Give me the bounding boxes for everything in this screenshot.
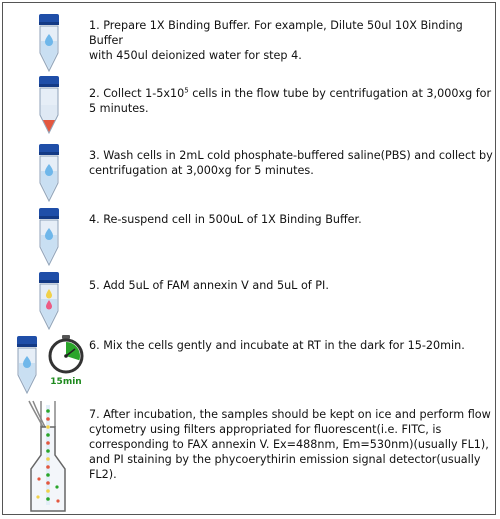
step-3-text: 3. Wash cells in 2mL cold phosphate-buffered saline(PBS) and collect by centrifugation at 3,000xg for 5 minutes. — [89, 149, 493, 177]
tube-with-drop-icon — [37, 13, 61, 73]
step-7-text: 7. After incubation, the samples should be kept on ice and perform flow cytometry using filters appropriated for fluorescent(i.e. FITC, is corresponding to FAX annexin V. Ex=488nm, Em=530nm)(usually FL1), and PI staining by the phycoerythirin emission signal detector(usually FL2). — [89, 408, 491, 481]
timer-label: 15min — [50, 377, 82, 387]
step-6-text: 6. Mix the cells gently and incubate at RT in the dark for 15-20min. — [89, 339, 465, 352]
step-5-text: 5. Add 5uL of FAM annexin V and 5uL of PI. — [89, 279, 329, 292]
tube-with-drop-icon — [15, 335, 39, 395]
step-2-text — [89, 86, 494, 116]
tube-with-drop-icon — [37, 207, 61, 267]
tube-with-colored-drops-icon — [37, 271, 61, 331]
step-2-text-end: cells in the flow tube by centrifugation at 3,000xg for 5 minutes. — [89, 87, 492, 115]
flow-cytometer-icon — [25, 399, 71, 513]
tube-with-drop-icon — [37, 143, 61, 203]
step-1-text: 1. Prepare 1X Binding Buffer. For example, Dilute 50ul 10X Binding Buffer with 450ul deionized water for step 4. — [89, 19, 463, 62]
timer-icon — [47, 335, 85, 387]
step-4-text: 4. Re-suspend cell in 500uL of 1X Binding Buffer. — [89, 213, 362, 226]
tube-with-cell-pellet-icon — [37, 75, 61, 135]
protocol-panel — [2, 2, 496, 515]
step-2-exponent: 5 — [184, 86, 189, 95]
step-2-text-start: 2. Collect 1-5x10 — [89, 87, 185, 100]
